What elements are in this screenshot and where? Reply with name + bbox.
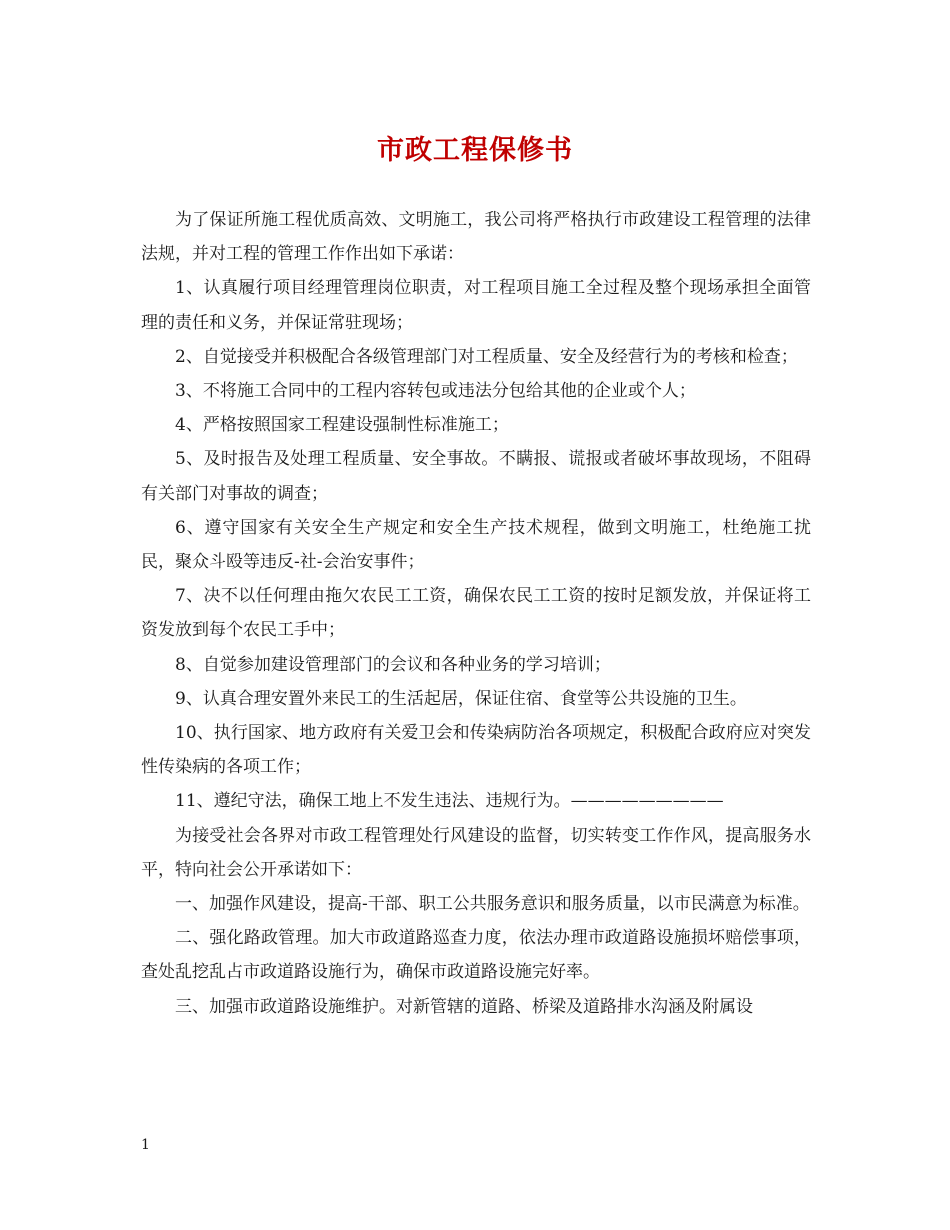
paragraph-item-11: 11、遵纪守法，确保工地上不发生违法、违规行为。—————————: [175, 791, 724, 812]
paragraph-item-7: 7、决不以任何理由拖欠农民工工资，确保农民工工资的按时足额发放，并保证将工资发放到每个农民工手中；: [141, 586, 811, 641]
paragraph-item-10: 10、执行国家、地方政府有关爱卫会和传染病防治各项规定，积极配合政府应对突发性传染病的各项工作；: [141, 723, 811, 778]
paragraph-item-4: 4、严格按照国家工程建设强制性标准施工；: [175, 415, 509, 436]
paragraph-commitment-intro: 为接受社会各界对市政工程管理处行风建设的监督，切实转变工作作风，提高服务水平，特向社会公开承诺如下：: [141, 825, 811, 880]
page-number: 1: [141, 1137, 150, 1153]
document-title: 市政工程保修书: [377, 135, 573, 166]
paragraph-item-1: 1、认真履行项目经理管理岗位职责，对工程项目施工全过程及整个现场承担全面管理的责任和义务，并保证常驻现场；: [141, 278, 811, 333]
paragraph-intro: 为了保证所施工程优质高效、文明施工，我公司将严格执行市政建设工程管理的法律法规，并对工程的管理工作作出如下承诺：: [141, 210, 811, 265]
paragraph-item-8: 8、自觉参加建设管理部门的会议和各种业务的学习培训；: [175, 654, 611, 675]
paragraph-item-6: 6、遵守国家有关安全生产规定和安全生产技术规程，做到文明施工，杜绝施工扰民，聚众斗殴等违反-社-会治安事件；: [141, 517, 811, 573]
paragraph-item-5: 5、及时报告及处理工程质量、安全事故。不瞒报、谎报或者破坏事故现场，不阻碍有关部门对事故的调查；: [141, 449, 811, 504]
paragraph-item-3: 3、不将施工合同中的工程内容转包或违法分包给其他的企业或个人；: [175, 381, 696, 402]
paragraph-commitment-2: 二、强化路政管理。加大市政道路巡查力度，依法办理市政道路设施损坏赔偿事项，查处乱挖乱占市政道路设施行为，确保市政道路设施完好率。: [141, 928, 811, 983]
paragraph-commitment-3: 三、加强市政道路设施维护。对新管辖的道路、桥梁及道路排水沟涵及附属设: [175, 996, 753, 1017]
paragraph-item-2: 2、自觉接受并积极配合各级管理部门对工程质量、安全及经营行为的考核和检查；: [175, 346, 798, 367]
document-body: [141, 203, 811, 1024]
paragraph-item-9: 9、认真合理安置外来民工的生活起居，保证住宿、食堂等公共设施的卫生。: [175, 688, 747, 709]
paragraph-commitment-1: 一、加强作风建设，提高-干部、职工公共服务意识和服务质量，以市民满意为标准。: [175, 894, 810, 915]
